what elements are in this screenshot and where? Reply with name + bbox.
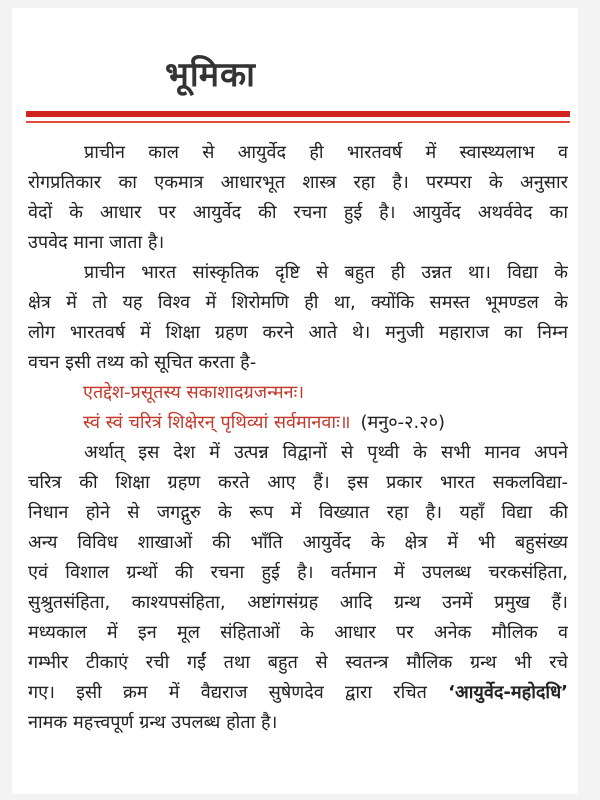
- text-line: प्राचीन भारत सांस्कृतिक दृष्टि से बहुत ही उन्नत था। विद्या के: [84, 262, 568, 283]
- paragraph-2: [28, 258, 568, 378]
- text-line: सुश्रुतसंहिता, काश्यपसंहिता, अष्टांगसंग्रह आदि ग्रन्थ उनमें प्रमुख हैं।: [28, 592, 568, 613]
- text-line: उपवेद माना जाता है।: [28, 232, 165, 253]
- text-line: मध्यकाल में इन मूल संहिताओं के आधार पर अनेक मौलिक व: [28, 622, 568, 643]
- verse-line-2: [83, 408, 568, 438]
- verse-reference: (मनु०-२.२०): [360, 412, 445, 433]
- title-underline-thick: [26, 111, 570, 117]
- page-title: भूमिका: [165, 55, 256, 95]
- verse-line-1: एतद्देश-प्रसूतस्य सकाशादग्रजन्मनः।: [83, 382, 305, 403]
- text-segment: गए। इसी क्रम में वैद्यराज सुषेणदेव द्वारा रचित: [28, 682, 427, 703]
- text-line: चरित्र की शिक्षा ग्रहण करते आए हैं। इस प्रकार भारत सकलविद्या-: [28, 472, 568, 493]
- text-line: वेदों के आधार पर आयुर्वेद की रचना हुई है। आयुर्वेद अथर्ववेद का: [28, 202, 568, 223]
- text-line-with-title: [28, 678, 568, 708]
- text-line: अन्य विविध शाखाओं की भाँति आयुर्वेद के क्षेत्र में भी बहुसंख्य: [28, 532, 568, 553]
- text-line: निधान होने से जगद्गुरु के रूप में विख्यात रहा है। यहाँ विद्या की: [28, 502, 568, 523]
- text-line: एवं विशाल ग्रन्थों की रचना हुई है। वर्तमान में उपलब्ध चरकसंहिता,: [28, 562, 568, 583]
- body-text: [28, 138, 568, 738]
- text-line: अर्थात् इस देश में उत्पन्न विद्वानों से पृथ्वी के सभी मानव अपने: [84, 442, 568, 463]
- text-line: गम्भीर टीकाएं रची गईं तथा बहुत से स्वतन्त्र मौलिक ग्रन्थ भी रचे: [28, 652, 568, 673]
- paragraph-3: [28, 438, 568, 738]
- text-line: रोगप्रतिकार का एकमात्र आधारभूत शास्त्र रहा है। परम्परा के अनुसार: [28, 172, 568, 193]
- text-line: लोग भारतवर्ष में शिक्षा ग्रहण करने आते थे। मनुजी महाराज का निम्न: [28, 322, 568, 343]
- verse-line-2-text: स्वं स्वं चरित्रं शिक्षेरन् पृथिव्यां सर्वमानवाः॥: [83, 412, 351, 433]
- text-line: क्षेत्र में तो यह विश्व में शिरोमणि ही था, क्योंकि समस्त भूमण्डल के: [28, 292, 568, 313]
- document-page: [12, 8, 578, 794]
- text-line: नामक महत्त्वपूर्ण ग्रन्थ उपलब्ध होता है।: [28, 712, 278, 733]
- paragraph-1: [28, 138, 568, 258]
- title-underline-thin: [26, 121, 570, 123]
- text-line: प्राचीन काल से आयुर्वेद ही भारतवर्ष में स्वास्थ्यलाभ व: [84, 142, 568, 163]
- text-line: वचन इसी तथ्य को सूचित करता है-: [28, 352, 257, 373]
- sanskrit-verse: [28, 378, 568, 438]
- book-title: ‘आयुर्वेद-महोदधि’: [448, 682, 568, 703]
